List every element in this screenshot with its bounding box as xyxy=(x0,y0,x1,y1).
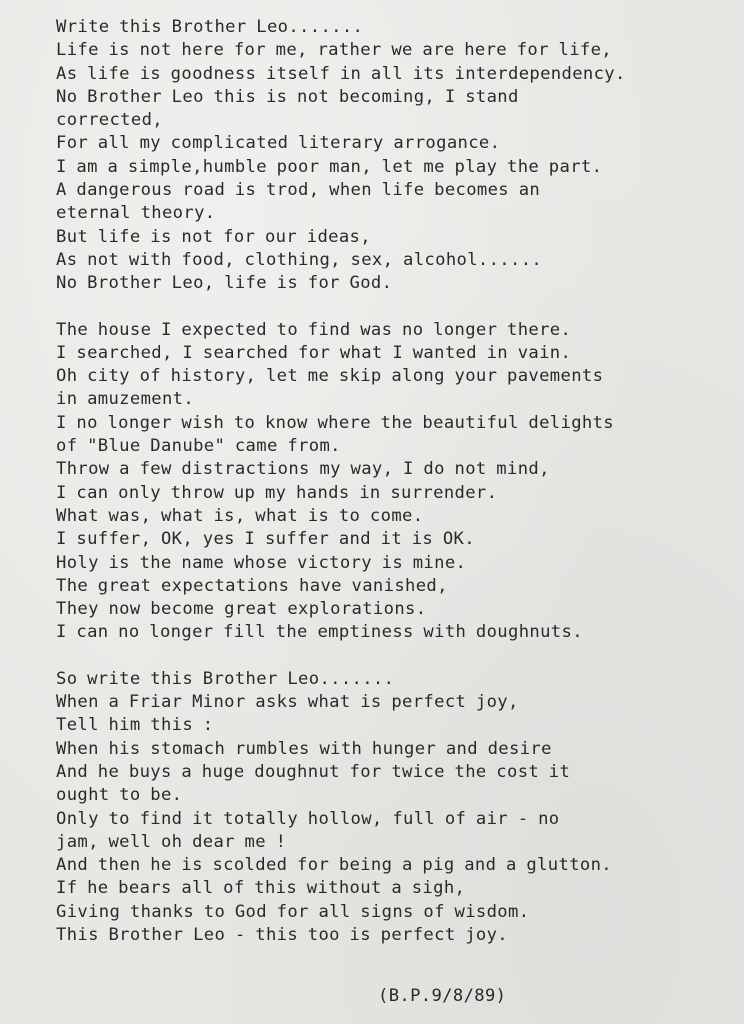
poem-line: Throw a few distractions my way, I do not mind, xyxy=(56,459,550,480)
poem-line: For all my complicated literary arrogance. xyxy=(56,133,501,154)
poem-line: This Brother Leo - this too is perfect joy. xyxy=(56,924,509,945)
poem-line: No Brother Leo this is not becoming, I stand xyxy=(56,86,519,107)
poem-line: A dangerous road is trod, when life becomes an xyxy=(56,180,541,201)
poem-line: The great expectations have vanished, xyxy=(56,575,448,596)
poem-line: jam, well oh dear me ! xyxy=(56,831,287,852)
poem-line: in amuzement. xyxy=(56,389,195,410)
stanza-3 xyxy=(56,668,736,948)
poem-line: Holy is the name whose victory is mine. xyxy=(56,552,467,573)
poem-line: ought to be. xyxy=(56,785,183,806)
poem-line: So write this Brother Leo....... xyxy=(56,668,395,689)
poem-line: I no longer wish to know where the beautiful delights xyxy=(56,412,614,433)
poem-line: The house I expected to find was no longer there. xyxy=(56,319,572,340)
poem-line: What was, what is, what is to come. xyxy=(56,505,424,526)
poem-line: eternal theory. xyxy=(56,203,216,224)
poem-line: But life is not for our ideas, xyxy=(56,226,371,247)
poem-line: Write this Brother Leo....... xyxy=(56,17,364,37)
poem-line: Only to find it totally hollow, full of air - no xyxy=(56,808,560,829)
poem-line: As life is goodness itself in all its interdependency. xyxy=(56,63,626,84)
stanza-1 xyxy=(56,16,736,296)
poem-line: And he buys a huge doughnut for twice the cost it xyxy=(56,761,571,782)
poem-line: corrected, xyxy=(56,110,163,131)
poem-line: Giving thanks to God for all signs of wisdom. xyxy=(56,901,530,922)
poem-line: of "Blue Danube" came from. xyxy=(56,436,341,457)
poem-line: If he bears all of this without a sigh, xyxy=(56,878,466,899)
poem-line: I suffer, OK, yes I suffer and it is OK. xyxy=(56,529,475,550)
poem-line: Life is not here for me, rather we are here for life, xyxy=(56,40,612,61)
poem-line: And then he is scolded for being a pig and a glutton. xyxy=(56,855,612,876)
stanza-2 xyxy=(56,319,736,645)
poem-line: I can only throw up my hands in surrender. xyxy=(56,482,498,503)
poem-line: Tell him this : xyxy=(56,715,214,736)
poem-line: I can no longer fill the emptiness with doughnuts. xyxy=(56,622,583,643)
poem-line: They now become great explorations. xyxy=(56,599,427,620)
poem-line: No Brother Leo, life is for God. xyxy=(56,273,393,294)
poem-line: I am a simple,humble poor man, let me play the part. xyxy=(56,156,603,177)
poem-line: When his stomach rumbles with hunger and desire xyxy=(56,738,552,759)
poem-line: Oh city of history, let me skip along your pavements xyxy=(56,366,604,387)
signature-date: (B.P.9/8/89) xyxy=(378,986,507,1006)
poem-line: When a Friar Minor asks what is perfect joy, xyxy=(56,692,519,713)
poem-body xyxy=(56,16,736,947)
poem-line: As not with food, clothing, sex, alcohol...... xyxy=(56,249,543,270)
poem-line: I searched, I searched for what I wanted in vain. xyxy=(56,342,572,363)
